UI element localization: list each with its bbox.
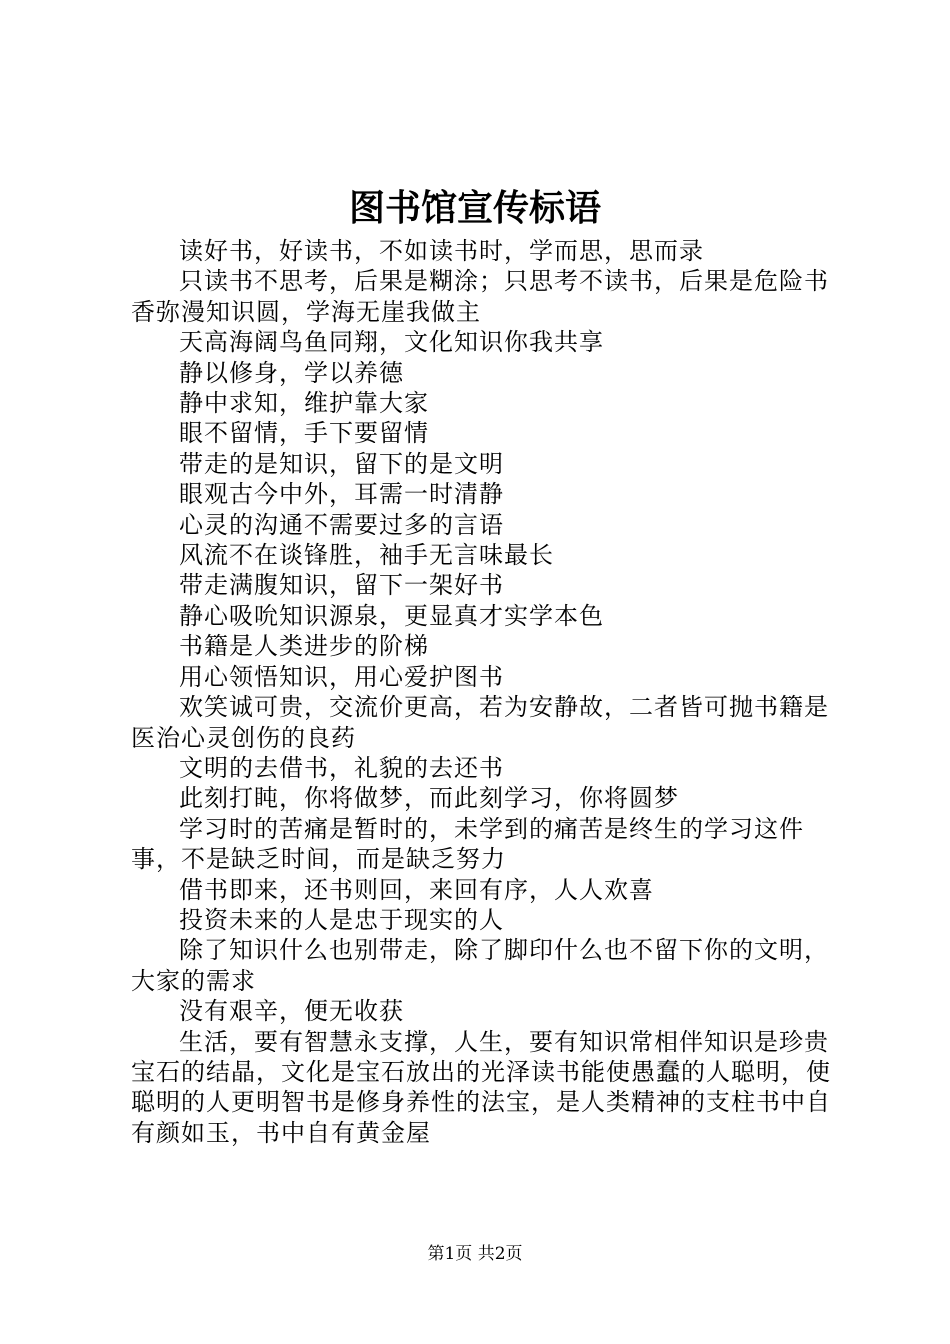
page-footer: 第1页 共2页 [427, 1244, 523, 1264]
paragraph-1: 读好书，好读书，不如读书时，学而思，思而录 [179, 237, 704, 265]
document-body [131, 236, 831, 1148]
paragraph-23: 生活，要有智慧永支撑，人生，要有知识常相伴知识是珍贵宝石的结晶，文化是宝石放出的光泽读书能使愚蠢的人聪明，使聪明的人更明智书是修身养性的法宝，是人类精神的支柱书中自有颜如玉，书中自有黄金屋 [131, 1027, 831, 1147]
paragraph-18: 学习时的苦痛是暂时的，未学到的痛苦是终生的学习这件事，不是缺乏时间，而是缺乏努力 [131, 814, 804, 874]
paragraph-7: 带走的是知识，留下的是文明 [179, 449, 504, 478]
paragraph-5: 静中求知，维护靠大家 [179, 389, 429, 418]
paragraph-14: 用心领悟知识，用心爱护图书 [179, 662, 504, 691]
paragraph-4: 静以修身，学以养德 [179, 358, 404, 387]
paragraph-22: 没有艰辛，便无收获 [179, 997, 404, 1026]
paragraph-13: 书籍是人类进步的阶梯 [179, 632, 429, 661]
paragraph-21: 除了知识什么也别带走，除了脚印什么也不留下你的文明，大家的需求 [131, 936, 829, 995]
paragraph-9: 心灵的沟通不需要过多的言语 [179, 510, 504, 539]
paragraph-17: 此刻打盹，你将做梦，而此刻学习，你将圆梦 [179, 784, 679, 813]
paragraph-2: 只读书不思考，后果是糊涂；只思考不读书，后果是危险书香弥漫知识圆，学海无崖我做主 [131, 267, 829, 326]
page-title: 图书馆宣传标语 [348, 187, 601, 229]
paragraph-11: 带走满腹知识，留下一架好书 [179, 571, 504, 600]
paragraph-8: 眼观古今中外，耳需一时清静 [179, 480, 504, 509]
paragraph-3: 天高海阔鸟鱼同翔，文化知识你我共享 [179, 328, 604, 357]
paragraph-6: 眼不留情，手下要留情 [179, 419, 429, 448]
paragraph-10: 风流不在谈锋胜，袖手无言味最长 [179, 541, 554, 570]
paragraph-16: 文明的去借书，礼貌的去还书 [179, 753, 504, 782]
paragraph-15: 欢笑诚可贵，交流价更高，若为安静故，二者皆可抛书籍是医治心灵创伤的良药 [131, 693, 829, 752]
paragraph-20: 投资未来的人是忠于现实的人 [179, 905, 504, 934]
paragraph-19: 借书即来，还书则回，来回有序，人人欢喜 [179, 875, 654, 904]
paragraph-12: 静心吸吮知识源泉，更显真才实学本色 [179, 601, 604, 630]
